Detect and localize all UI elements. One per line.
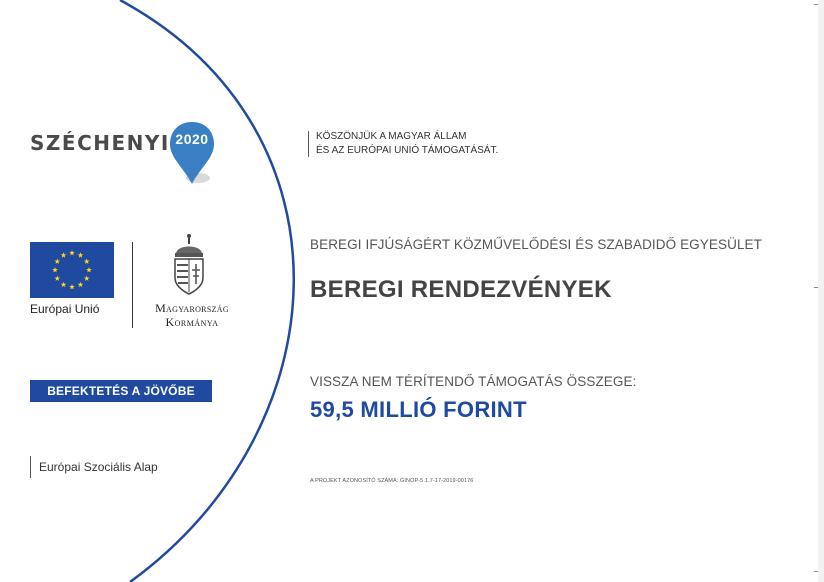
logo-divider bbox=[132, 242, 133, 328]
crop-mark bbox=[814, 4, 818, 5]
thanks-divider bbox=[308, 131, 309, 157]
investment-banner: BEFEKTETÉS A JÖVŐBE bbox=[30, 380, 212, 402]
thanks-text bbox=[316, 130, 498, 158]
grant-label: VISSZA NEM TÉRÍTENDŐ TÁMOGATÁS ÖSSZEGE: bbox=[310, 374, 637, 389]
eu-flag-icon bbox=[30, 242, 114, 298]
szechenyi-year: 2020 bbox=[175, 131, 209, 147]
szechenyi-wordmark: SZÉCHENYI bbox=[30, 131, 170, 155]
crop-mark bbox=[814, 571, 818, 572]
project-title: BEREGI RENDEZVÉNYEK bbox=[310, 276, 612, 303]
organization-name: BEREGI IFJÚSÁGÉRT KÖZMŰVELŐDÉSI ÉS SZABADIDŐ EGYESÜLET bbox=[310, 237, 763, 252]
fund-label: Európai Szociális Alap bbox=[39, 460, 158, 474]
thanks-line-1: KÖSZÖNJÜK A MAGYAR ÁLLAM bbox=[316, 131, 467, 142]
government-line-1: Magyarország bbox=[155, 301, 229, 315]
government-line-2: Kormánya bbox=[165, 315, 219, 329]
thanks-line-2: ÉS AZ EURÓPAI UNIÓ TÁMOGATÁSÁT. bbox=[316, 145, 499, 156]
eu-label: Európai Unió bbox=[30, 302, 100, 316]
project-id: A PROJEKT AZONOSÍTÓ SZÁMA: GINOP-5.1.7-17-2019-00176 bbox=[310, 478, 474, 484]
page-edge bbox=[818, 0, 824, 582]
crop-mark bbox=[814, 287, 818, 288]
grant-amount: 59,5 MILLIÓ FORINT bbox=[310, 397, 527, 422]
fund-divider bbox=[30, 456, 31, 478]
hungarian-crest-icon bbox=[168, 232, 210, 296]
